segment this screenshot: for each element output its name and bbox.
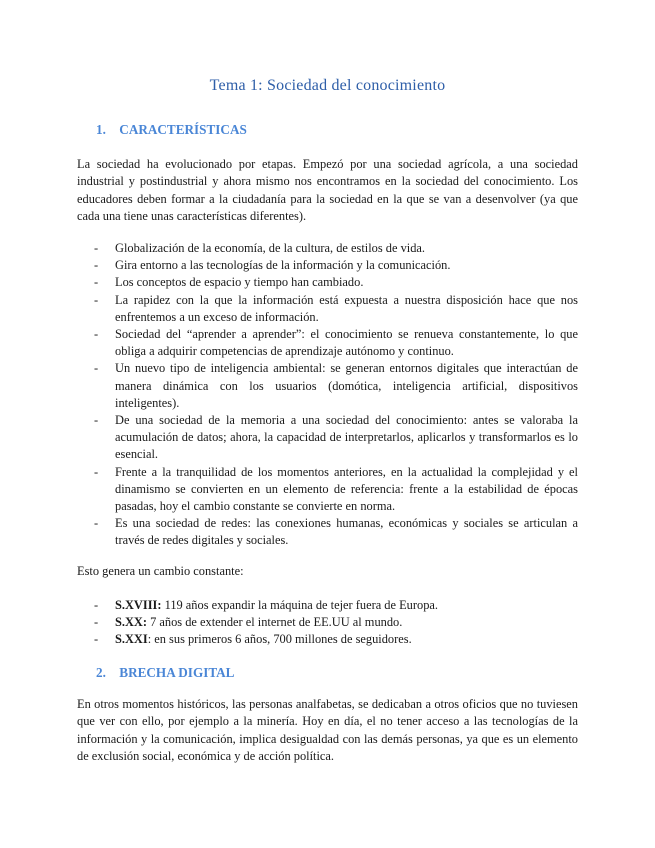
centuries-list: [77, 597, 578, 649]
dash-bullet: -: [94, 516, 99, 531]
characteristics-list: [77, 240, 578, 550]
list-item: - S.XVIII: 119 años expandir la máquina de tejer fuera de Europa.: [77, 597, 578, 614]
intro-paragraph: La sociedad ha evolucionado por etapas. Empezó por una sociedad agrícola, a una sociedad industrial y postindustrial y ahora mismo nos encontramos en la sociedad del conocimiento. Los educadores deben formar a la ciudadanía para la sociedad en la que se van a desenvolver (ya que cada una tiene unas características diferentes).: [77, 157, 578, 223]
list-item: - Sociedad del “aprender a aprender”: el conocimiento se renueva constantemente, lo que obliga a adquirir competencias de aprendizaje autónomo y continuo.: [94, 327, 578, 359]
dash-bullet: -: [94, 275, 99, 290]
brecha-paragraph: En otros momentos históricos, las personas analfabetas, se dedicaban a otros oficios que no tuviesen que ver con ello, por ejemplo a la minería. Hoy en día, el no tener acceso a las tecnologías de la información y la comunicación, implica desigualdad con las demás personas, ya que es un elemento de exclusión social, económica y de acción política.: [77, 697, 578, 763]
century-label: S.XXI: [115, 632, 148, 647]
century-label: S.XX:: [115, 615, 148, 630]
section-number: 2.: [96, 665, 106, 680]
list-item: - Globalización de la economía, de la cultura, de estilos de vida.: [77, 240, 578, 257]
list-item: - Los conceptos de espacio y tiempo han cambiado.: [77, 274, 578, 291]
list-item: - De una sociedad de la memoria a una sociedad del conocimiento: antes se valoraba la acumulación de datos; ahora, la capacidad de interpretarlos, aplicarlos y transformarlos es lo esencial.: [94, 413, 578, 462]
section-heading-text: BRECHA DIGITAL: [119, 665, 235, 680]
section-heading-text: CARACTERÍSTICAS: [119, 122, 247, 137]
list-item: - La rapidez con la que la información está expuesta a nuestra disposición hace que nos enfrentemos a un exceso de información.: [94, 292, 578, 324]
dash-bullet: -: [94, 327, 99, 342]
dash-bullet: -: [94, 361, 99, 376]
dash-bullet: -: [94, 632, 99, 647]
century-label: S.XVIII:: [115, 598, 162, 612]
list-item: - Gira entorno a las tecnologías de la información y la comunicación.: [77, 257, 578, 274]
list-item: - Frente a la tranquilidad de los momentos anteriores, en la actualidad la complejidad y el dinamismo se convierten en un elemento de referencia: frente a la estabilidad de épocas pasadas, hoy el cambio constante se convierte en norma.: [94, 464, 578, 514]
dash-bullet: -: [94, 241, 99, 255]
list-item: - S.XXI: en sus primeros 6 años, 700 millones de seguidores.: [77, 631, 578, 648]
dash-bullet: -: [94, 258, 99, 273]
dash-bullet: -: [94, 413, 99, 428]
dash-bullet: -: [94, 598, 99, 612]
dash-bullet: -: [94, 464, 99, 479]
dash-bullet: -: [94, 615, 99, 630]
section-number: 1.: [96, 122, 106, 137]
page-title: Tema 1: Sociedad del conocimiento: [209, 77, 446, 94]
list-item: - Un nuevo tipo de inteligencia ambiental: se generan entornos digitales que interactúan de manera dinámica con los usuarios (domótica, inteligencia artificial, dispositivos inteligentes).: [94, 361, 578, 410]
section-heading-caracteristicas: [96, 122, 247, 138]
dash-bullet: -: [94, 292, 99, 307]
list-item: - Es una sociedad de redes: las conexiones humanas, económicas y sociales se articulan a través de redes digitales y sociales.: [94, 516, 578, 548]
section-heading-brecha-digital: [96, 665, 234, 681]
list-item: - S.XX: 7 años de extender el internet de EE.UU al mundo.: [77, 614, 578, 631]
change-intro: Esto genera un cambio constante:: [77, 564, 244, 578]
